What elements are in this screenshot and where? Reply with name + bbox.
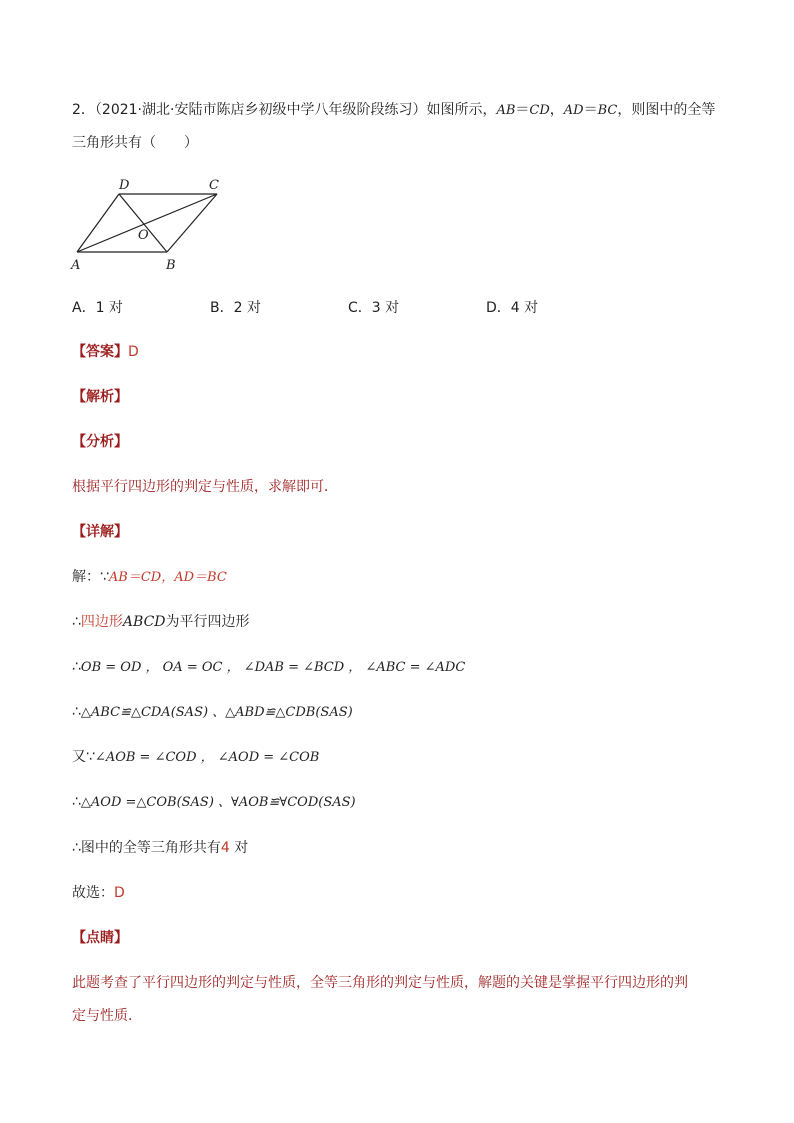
detail-line-5-prefix: 又∵ (72, 749, 95, 765)
detail-line-1-prefix: 解：∵ (72, 569, 109, 585)
parallelogram-figure (66, 174, 256, 274)
separator: ， (549, 102, 564, 118)
dianjing-text-1: 此题考查了平行四边形的判定与性质，全等三角形的判定与性质，解题的关键是掌握平行四边形的判 (72, 975, 688, 991)
detail-heading: 【详解】 (72, 524, 128, 540)
detail-line-3 (72, 657, 465, 678)
condition-ab: AB (496, 103, 516, 118)
condition-ad: AD (563, 103, 584, 118)
detail-line-2 (72, 612, 250, 632)
option-a: A．1 对 (72, 300, 123, 316)
option-c: C．3 对 (348, 300, 400, 316)
detail-line-7-num: 4 (220, 840, 230, 856)
analysis-heading: 【解析】 (72, 389, 128, 405)
condition-cd: CD (529, 103, 550, 118)
question-line-1 (72, 100, 715, 121)
equals-sign: ＝ (515, 102, 530, 118)
detail-line-2-red: 四边形 (80, 614, 123, 630)
answer-value: D (128, 344, 139, 360)
detail-line-3-prefix: ∴ (72, 659, 81, 675)
dianjing-text-2: 定与性质． (72, 1008, 142, 1024)
condition-bc: BC (597, 103, 618, 118)
detail-line-8-value: D (114, 885, 125, 901)
option-d: D．4 对 (486, 300, 539, 316)
detail-line-7-tail: 对 (229, 840, 249, 856)
detail-line-3-math: OB = OD ， OA = OC ， ∠DAB = ∠BCD ， ∠ABC = ∠ADC (80, 660, 466, 675)
detail-line-8 (72, 883, 125, 903)
diagonal-bd (119, 194, 167, 252)
detail-line-7-prefix: ∴图中的全等三角形共有 (72, 840, 221, 856)
answer-line (72, 342, 139, 362)
detail-line-5 (72, 747, 319, 768)
detail-line-2-tail: 为平行四边形 (165, 614, 250, 630)
fenxi-text: 根据平行四边形的判定与性质，求解即可． (72, 479, 338, 495)
detail-line-4 (72, 702, 353, 723)
detail-line-6-math: △AOD =△COB(SAS) 、∀AOB≌∀COD(SAS) (80, 795, 356, 810)
fenxi-heading: 【分析】 (72, 434, 128, 450)
detail-line-6 (72, 792, 356, 813)
detail-line-5-math: ∠AOB = ∠COD ， ∠AOD = ∠COB (94, 750, 320, 765)
question-number: 2． (72, 102, 95, 118)
detail-line-4-prefix: ∴ (72, 704, 81, 720)
detail-line-1 (72, 567, 227, 588)
side-bc (167, 194, 217, 252)
dianjing-heading: 【点睛】 (72, 930, 128, 946)
vertex-label-o: O (138, 228, 149, 243)
detail-line-8-prefix: 故选： (72, 885, 114, 901)
option-b: B．2 对 (210, 300, 261, 316)
detail-line-2-prefix: ∴ (72, 614, 81, 630)
question-line-2: 三角形共有（ ） (72, 135, 198, 151)
detail-line-7 (72, 838, 248, 858)
detail-line-6-prefix: ∴ (72, 794, 81, 810)
vertex-label-c: C (209, 178, 219, 193)
question-source: （2021·湖北·安陆市陈店乡初级中学八年级阶段练习）如图所示， (94, 102, 497, 118)
vertex-label-d: D (119, 178, 130, 193)
detail-line-1-math: AB＝CD，AD＝BC (108, 570, 227, 585)
vertex-label-b: B (166, 258, 176, 273)
vertex-label-a: A (71, 258, 81, 273)
answer-heading: 【答案】 (72, 344, 128, 360)
detail-line-4-math: △ABC≌△CDA(SAS) 、△ABD≌△CDB(SAS) (80, 705, 353, 720)
detail-line-2-math: ABCD (122, 614, 166, 630)
equals-sign: ＝ (583, 102, 598, 118)
question-tail: ，则图中的全等 (617, 102, 716, 118)
